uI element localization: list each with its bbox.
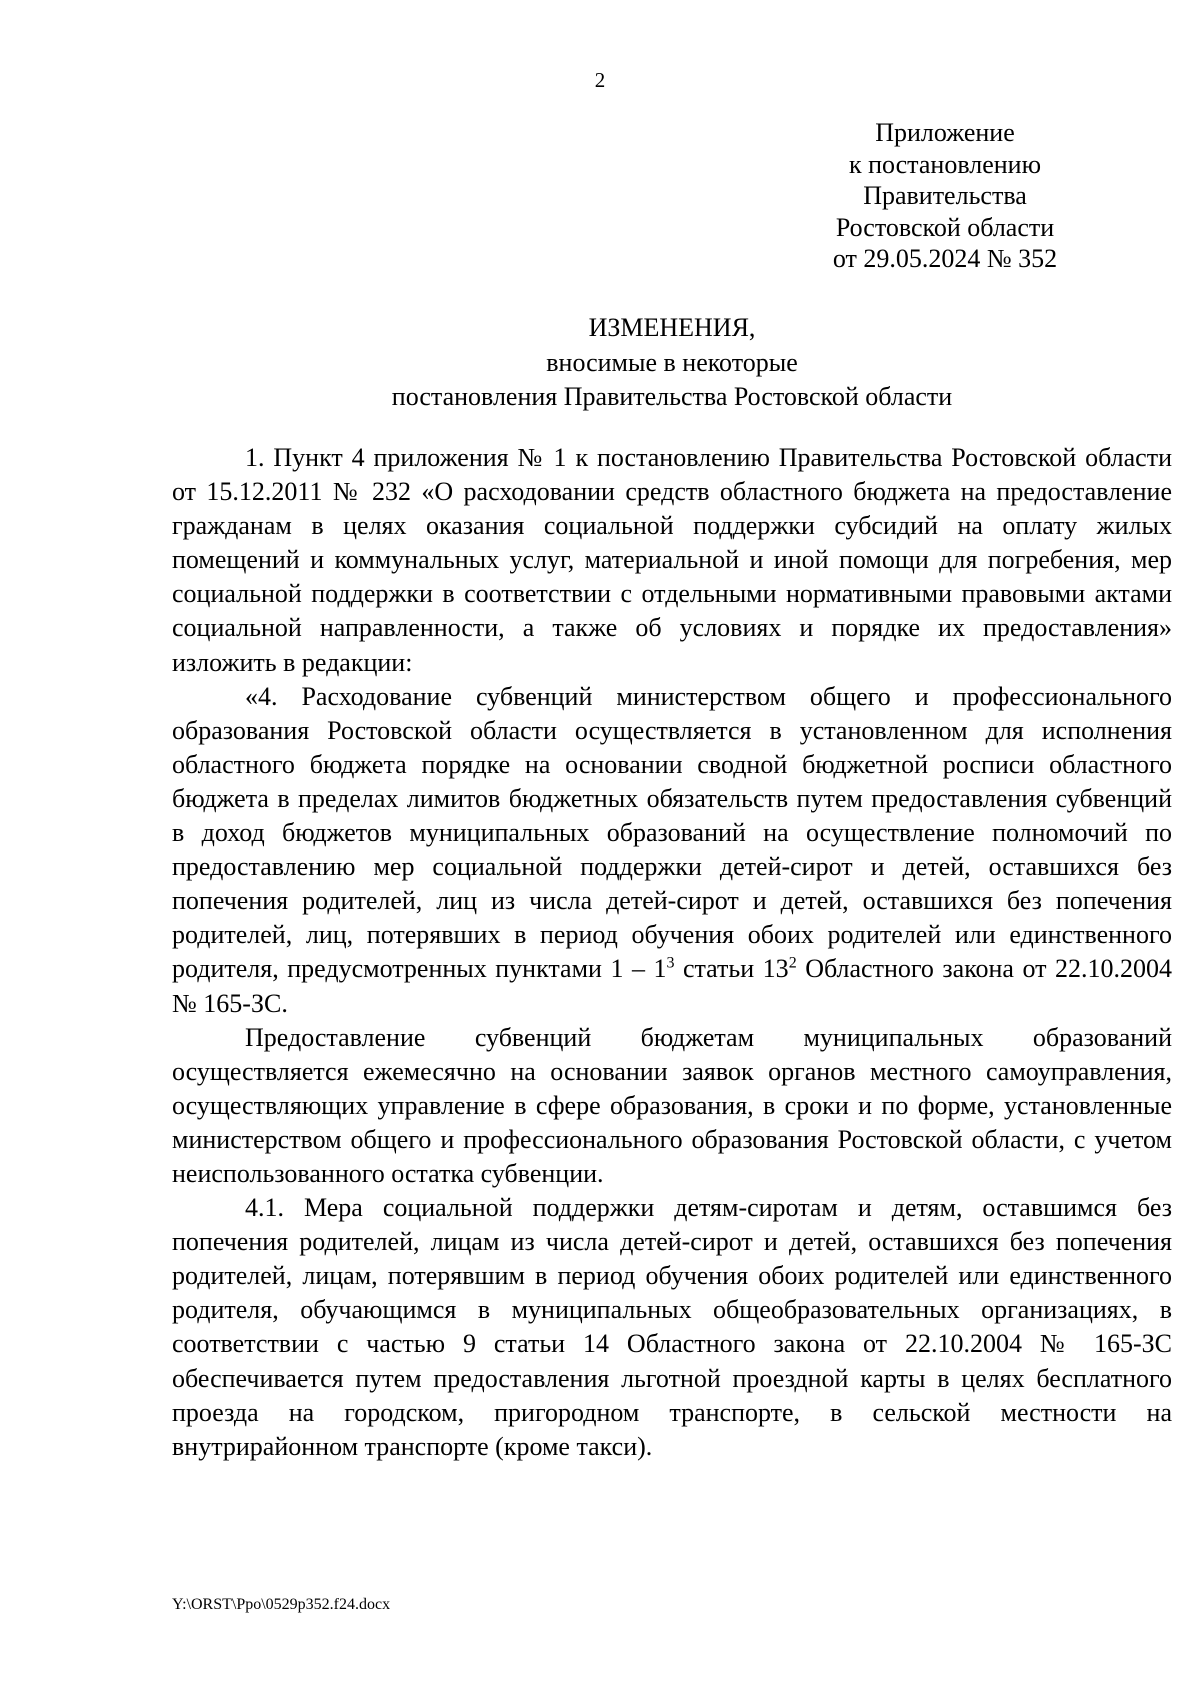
appendix-line: от 29.05.2024 № 352 [832, 244, 1058, 273]
appendix-line: Правительства [863, 181, 1027, 210]
superscript: 3 [666, 954, 675, 972]
paragraph: 4.1. Мера социальной поддержки детям-сиротам и детям, оставшимся без попечения родителей, лицам из числа детей-сирот и детей, оставшихся без попечения родителей, лицам, потерявшим в период обучения обоих родителей или единственного родителя, обучающимся в муниципальных общеобразовательных организациях, в соответствии с частью 9 статьи 14 Областного закона от 22.10.2004 № 165-ЗС обеспечивается путем предоставления льготной проездной карты в целях бесплатного проезда на городском, пригородном транспорте, в сельской местности на внутрирайонном транспорте (кроме такси). [172, 1193, 1172, 1461]
title-block [172, 311, 1172, 415]
superscript: 2 [788, 954, 797, 972]
paragraph [172, 680, 1172, 1021]
appendix-line: Ростовской области [835, 212, 1055, 242]
file-path-footer: Y:\ORST\Ppo\0529p352.f24.docx [172, 1596, 391, 1613]
appendix-block [820, 117, 1200, 275]
appendix-line: к постановлению [848, 149, 1042, 179]
document-subtitle: постановления Правительства Ростовской области [391, 382, 953, 411]
document-heading: ИЗМЕНЕНИЯ, [588, 313, 756, 342]
appendix-line: Приложение [875, 118, 1015, 147]
page-number: 2 [594, 68, 606, 92]
paragraph: Предоставление субвенций бюджетам муниципальных образований осуществляется ежемесячно на основании заявок органов местного самоуправления, осуществляющих управление в сфере образования, в сроки и по форме, установленные министерством общего и профессионального образования Ростовской области, с учетом неиспользованного остатка субвенции. [172, 1022, 1172, 1188]
document-body [172, 441, 1172, 1464]
document-subtitle: вносимые в некоторые [546, 347, 798, 377]
paragraph: 1. Пункт 4 приложения № 1 к постановлению Правительства Ростовской области от 15.12.2011 № 232 «О расходовании средств областного бюджета на предоставление гражданам в целях оказания социальной поддержки субсидий на оплату жилых помещений и коммунальных услуг, материальной и иной помощи для погребения, мер социальной поддержки в соответствии с отдельными нормативными правовыми актами социальной направленности, а также об условиях и порядке их предоставления» изложить в редакции: [172, 443, 1172, 677]
paragraph-text: Областного закона от 22.10.2004 № 165-ЗС. [172, 954, 1172, 1018]
paragraph-text: «4. Расходование субвенций министерством общего и профессионального образования Ростовской области осуществляется в установленном для исполнения областного бюджета порядке на основании сводной бюджетной росписи областного бюджета в пределах лимитов бюджетных обязательств путем предоставления субвенций в доход бюджетов муниципальных образований на осуществление полномочий по предоставлению мер социальной поддержки детей-сирот и детей, оставшихся без попечения родителей, лиц из числа детей-сирот и детей, оставшихся без попечения родителей, лиц, потерявших в период обучения обоих родителей или единственного родителя, предусмотренных пунктами 1 – 1 [172, 681, 1172, 984]
paragraph-text: статьи 13 [674, 954, 789, 984]
